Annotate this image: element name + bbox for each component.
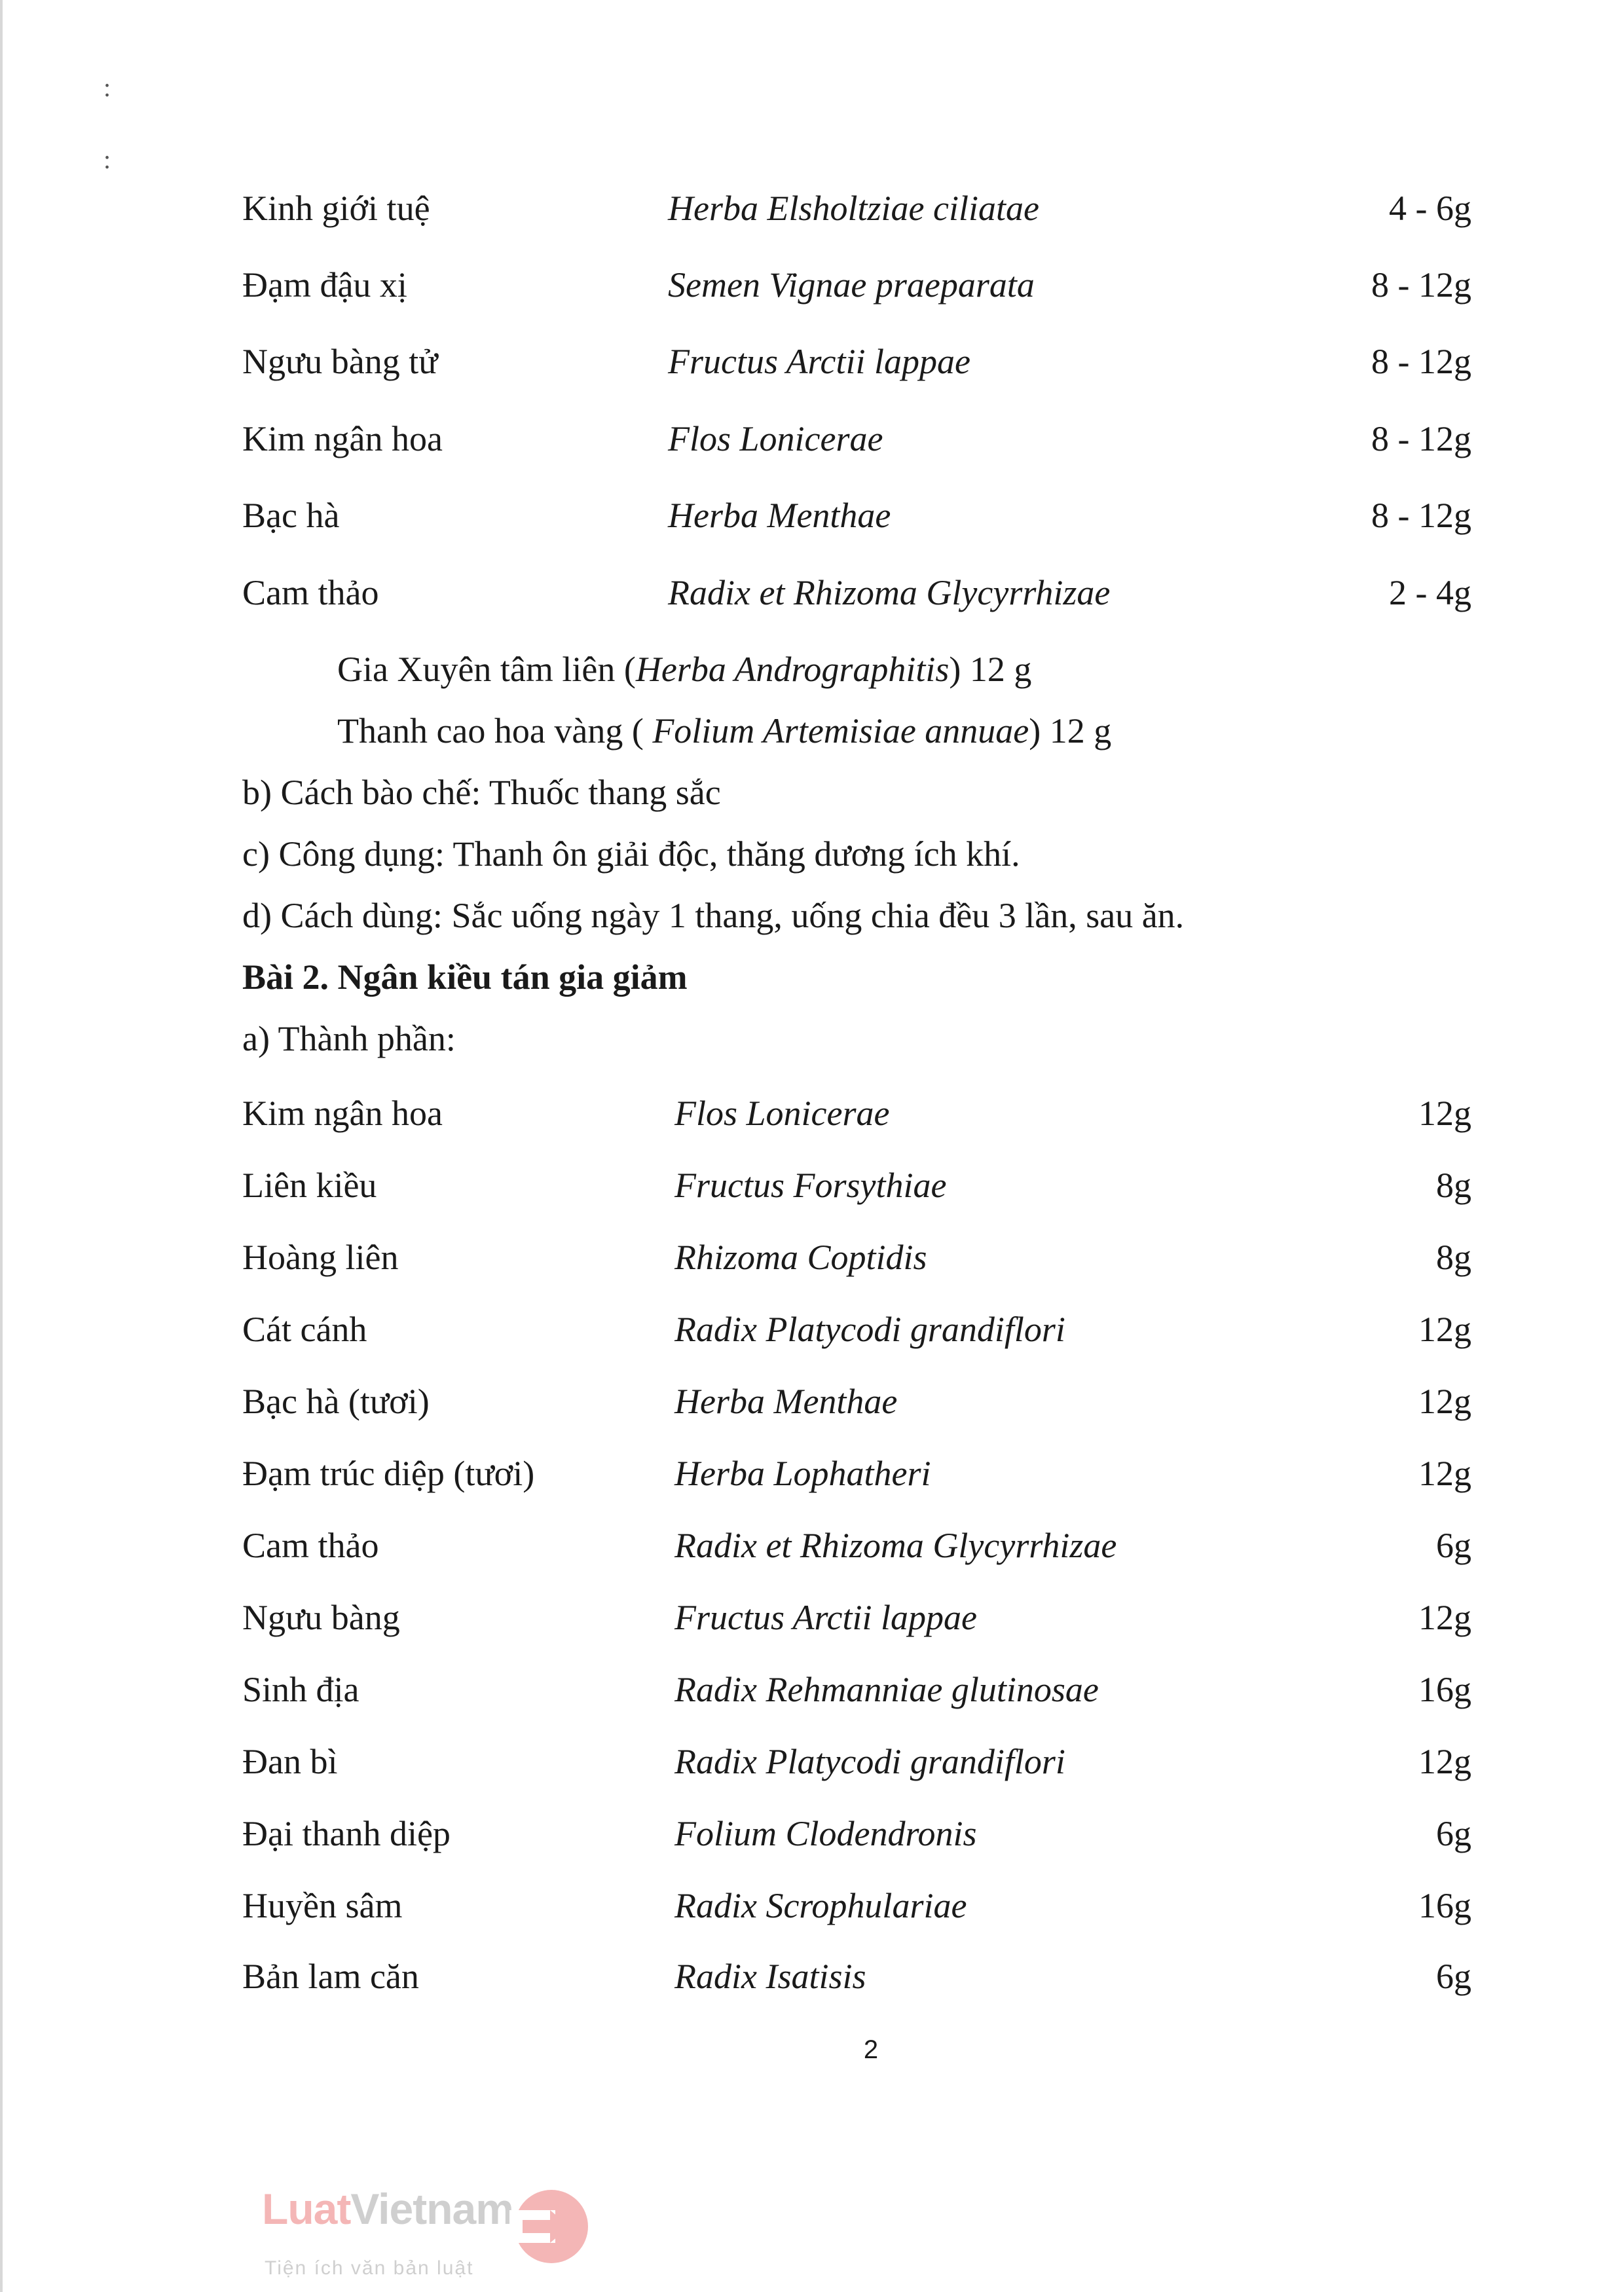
table-row — [0, 1598, 1624, 1637]
table-row — [0, 1742, 1624, 1781]
herb-latin-name: Flos Lonicerae — [674, 1094, 890, 1133]
page-number: 2 — [863, 2035, 879, 2064]
section-subheading: a) Thành phần: — [242, 1019, 456, 1058]
herb-vietnamese-name: Đạm đậu xị — [242, 265, 407, 305]
herb-vietnamese-name: Bản lam căn — [242, 1957, 419, 1996]
herb-dose: 8g — [1436, 1166, 1471, 1205]
addition-line — [337, 650, 1031, 689]
herb-dose: 12g — [1418, 1310, 1471, 1349]
herb-vietnamese-name: Ngưu bàng tử — [242, 342, 438, 381]
herb-latin-name: Radix Platycodi grandiflori — [674, 1310, 1065, 1349]
scan-mark-top: : — [103, 73, 111, 102]
watermark-tagline: Tiện ích văn bản luật — [265, 2257, 474, 2279]
herb-latin-name: Rhizoma Coptidis — [674, 1238, 927, 1277]
herb-vietnamese-name: Cam thảo — [242, 1526, 379, 1565]
addition-line — [337, 711, 1111, 750]
addition-dose: ) 12 g — [1029, 711, 1112, 750]
arrow-logo-icon — [504, 2184, 589, 2269]
herb-vietnamese-name: Huyền sâm — [242, 1886, 403, 1925]
herb-dose: 6g — [1436, 1814, 1471, 1853]
herb-dose: 8 - 12g — [1371, 342, 1471, 381]
herb-vietnamese-name: Đại thanh diệp — [242, 1814, 451, 1853]
herb-latin-name: Semen Vignae praeparata — [668, 265, 1035, 305]
herb-latin-name: Radix et Rhizoma Glycyrrhizae — [674, 1526, 1117, 1565]
herb-vietnamese-name: Kinh giới tuệ — [242, 189, 430, 228]
table-row — [0, 189, 1624, 228]
herb-vietnamese-name: Bạc hà — [242, 496, 340, 535]
herb-dose: 6g — [1436, 1957, 1471, 1996]
herb-dose: 12g — [1418, 1094, 1471, 1133]
table-row — [0, 1094, 1624, 1133]
table-row — [0, 1957, 1624, 1996]
herb-dose: 16g — [1418, 1670, 1471, 1709]
herb-latin-name: Herba Menthae — [674, 1382, 898, 1421]
herb-dose: 12g — [1418, 1382, 1471, 1421]
herb-latin-name: Herba Elsholtziae ciliatae — [668, 189, 1039, 228]
section-heading: Bài 2. Ngân kiều tán gia giảm — [242, 957, 688, 997]
luatvietnam-watermark — [262, 2184, 602, 2292]
herb-latin-name: Radix Platycodi grandiflori — [674, 1742, 1065, 1781]
herb-vietnamese-name: Đạm trúc diệp (tươi) — [242, 1454, 535, 1493]
herb-dose: 6g — [1436, 1526, 1471, 1565]
usage-text: d) Cách dùng: Sắc uống ngày 1 thang, uống chia đều 3 lần, sau ăn. — [242, 896, 1185, 935]
herb-latin-name: Radix Scrophulariae — [674, 1886, 967, 1925]
table-row — [0, 1166, 1624, 1205]
table-row — [0, 1526, 1624, 1565]
table-row — [0, 573, 1624, 612]
herb-vietnamese-name: Cát cánh — [242, 1310, 367, 1349]
herb-vietnamese-name: Bạc hà (tươi) — [242, 1382, 430, 1421]
herb-dose: 4 - 6g — [1389, 189, 1471, 228]
herb-dose: 12g — [1418, 1598, 1471, 1637]
effect-text: c) Công dụng: Thanh ôn giải độc, thăng dương ích khí. — [242, 834, 1020, 874]
herb-latin-name: Fructus Forsythiae — [674, 1166, 947, 1205]
herb-latin-name: Fructus Arctii lappae — [674, 1598, 977, 1637]
scan-mark-bottom: : — [103, 145, 111, 174]
addition-prefix: Thanh cao hoa vàng ( — [337, 711, 653, 750]
table-row — [0, 1310, 1624, 1349]
addition-prefix: Gia Xuyên tâm liên ( — [337, 650, 636, 689]
herb-vietnamese-name: Hoàng liên — [242, 1238, 399, 1277]
addition-latin-name: Folium Artemisiae annuae — [652, 711, 1029, 750]
herb-dose: 8g — [1436, 1238, 1471, 1277]
table-row — [0, 1814, 1624, 1853]
table-row — [0, 1382, 1624, 1421]
herb-latin-name: Flos Lonicerae — [668, 419, 883, 458]
herb-vietnamese-name: Sinh địa — [242, 1670, 360, 1709]
herb-latin-name: Fructus Arctii lappae — [668, 342, 970, 381]
table-row — [0, 1670, 1624, 1709]
herb-latin-name: Radix et Rhizoma Glycyrrhizae — [668, 573, 1111, 612]
table-row — [0, 496, 1624, 535]
herb-latin-name: Radix Rehmanniae glutinosae — [674, 1670, 1099, 1709]
addition-dose: ) 12 g — [949, 650, 1032, 689]
herb-latin-name: Radix Isatisis — [674, 1957, 866, 1996]
table-row — [0, 342, 1624, 381]
herb-vietnamese-name: Kim ngân hoa — [242, 1094, 443, 1133]
herb-latin-name: Herba Menthae — [668, 496, 891, 535]
herb-vietnamese-name: Cam thảo — [242, 573, 379, 612]
herb-dose: 12g — [1418, 1454, 1471, 1493]
watermark-brand: LuatVietnam — [262, 2185, 513, 2233]
herb-vietnamese-name: Liên kiều — [242, 1166, 377, 1205]
table-row — [0, 1454, 1624, 1493]
table-row — [0, 419, 1624, 458]
herb-vietnamese-name: Đan bì — [242, 1742, 338, 1781]
table-row — [0, 1238, 1624, 1277]
herb-dose: 8 - 12g — [1371, 265, 1471, 305]
herb-vietnamese-name: Kim ngân hoa — [242, 419, 443, 458]
herb-dose: 2 - 4g — [1389, 573, 1471, 612]
herb-dose: 8 - 12g — [1371, 496, 1471, 535]
herb-latin-name: Folium Clodendronis — [674, 1814, 977, 1853]
herb-dose: 12g — [1418, 1742, 1471, 1781]
herb-dose: 8 - 12g — [1371, 419, 1471, 458]
table-row — [0, 1886, 1624, 1925]
addition-latin-name: Herba Andrographitis — [635, 650, 950, 689]
herb-dose: 16g — [1418, 1886, 1471, 1925]
herb-latin-name: Herba Lophatheri — [674, 1454, 931, 1493]
table-row — [0, 265, 1624, 305]
preparation-text: b) Cách bào chế: Thuốc thang sắc — [242, 773, 721, 812]
herb-vietnamese-name: Ngưu bàng — [242, 1598, 400, 1637]
